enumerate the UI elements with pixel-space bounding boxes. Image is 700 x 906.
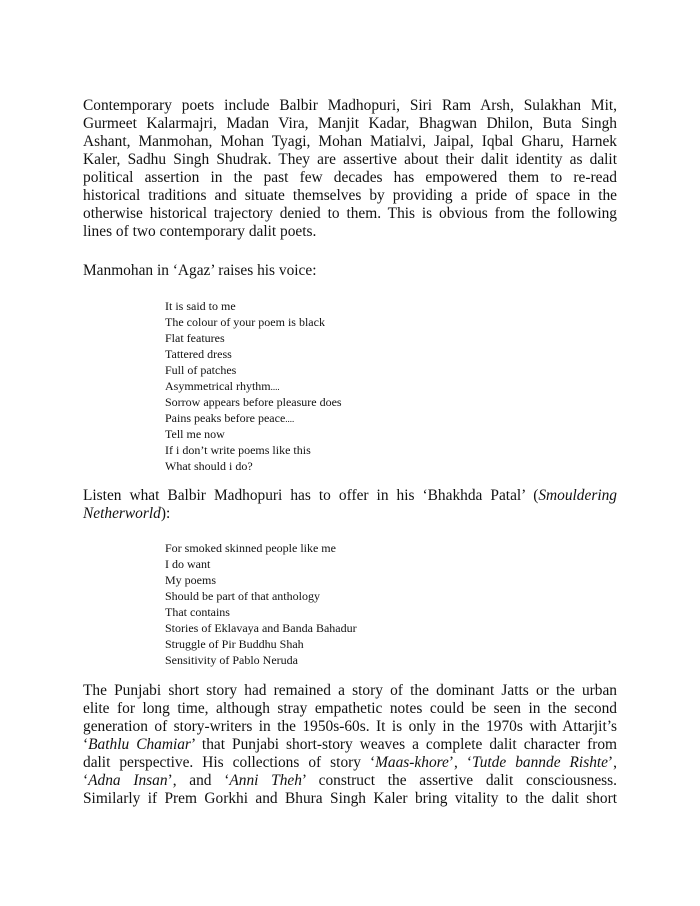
quote-mark: ‘	[83, 736, 89, 753]
text-line: Gurmeet Kalarmajri, Madan Vira, Manjit Kadar, Bhagwan Dhilon, Buta Singh	[83, 115, 617, 132]
poem-line: If i don’t write poems like this	[165, 443, 311, 457]
line-text: ‘	[83, 772, 89, 789]
text-line	[83, 736, 617, 754]
poem-line: Full of patches	[165, 363, 237, 377]
poem-line: My poems	[165, 573, 216, 587]
poem-line: Sensitivity of Pablo Neruda	[165, 653, 298, 667]
line-text: ’, and ‘	[167, 772, 230, 789]
text-line: generation of story-writers in the 1950s-60s. It is only in the 1970s with Attarjit’s	[83, 718, 617, 735]
collection-title: Anni Theh	[229, 772, 302, 789]
poem-line-text: Pains peaks before peace	[165, 411, 286, 425]
poem-line: For smoked skinned people like me	[165, 541, 336, 555]
poem-line	[165, 378, 525, 394]
text-line: otherwise historical trajectory denied to them. This is obvious from the following	[83, 205, 617, 222]
text-line	[83, 772, 617, 790]
text-line: Contemporary poets include Balbir Madhopuri, Siri Ram Arsh, Sulakhan Mit,	[83, 97, 617, 114]
ellipsis: ....	[270, 382, 280, 392]
collection-title: Maas-khore	[375, 754, 449, 771]
poem-line: Tattered dress	[165, 347, 232, 361]
line-text: ’ construct the assertive dalit consciousness.	[301, 772, 617, 789]
poem-line: What should i do?	[165, 459, 253, 473]
collection-title: Adna Insan	[88, 772, 168, 789]
poem-line: Struggle of Pir Buddhu Shah	[165, 637, 304, 651]
poem-agaz	[165, 298, 525, 474]
story-title: Bathlu Chamiar	[88, 736, 191, 753]
poem-line: The colour of your poem is black	[165, 315, 325, 329]
poem-line: Sorrow appears before pleasure does	[165, 395, 342, 409]
poem-line: It is said to me	[165, 299, 236, 313]
text-line: political assertion in the past few decades has empowered them to re-read	[83, 169, 617, 186]
line-text: ’ that Punjabi short-story weaves a complete dalit character from	[190, 736, 617, 753]
line-text: ’,	[608, 754, 617, 771]
text-line: elite for long time, although stray empathetic notes could be seen in the second	[83, 700, 617, 717]
ellipsis: ....	[285, 414, 295, 424]
poem-line: Flat features	[165, 331, 225, 345]
text-line: historical traditions and situate themselves by providing a pride of space in the	[83, 187, 617, 204]
paragraph-contemporary-poets	[83, 97, 617, 241]
poem-intro-madhopuri	[83, 487, 617, 523]
text-line: Kaler, Sadhu Singh Shudrak. They are assertive about their dalit identity as dalit	[83, 151, 617, 168]
poem-line: That contains	[165, 605, 230, 619]
text-line: lines of two contemporary dalit poets.	[83, 223, 317, 240]
text-line: Similarly if Prem Gorkhi and Bhura Singh Kaler bring vitality to the dalit short	[83, 790, 617, 807]
text-line: The Punjabi short story had remained a story of the dominant Jatts or the urban	[83, 682, 617, 699]
title-translation: Netherworld	[83, 505, 161, 522]
poem-line: Tell me now	[165, 427, 225, 441]
title-translation: Smouldering	[538, 487, 617, 504]
poem-line-text: Asymmetrical rhythm	[165, 379, 271, 393]
line-text: ’, ‘	[448, 754, 472, 771]
poem-line: Should be part of that anthology	[165, 589, 320, 603]
poem-line: I do want	[165, 557, 211, 571]
poem-line	[165, 410, 525, 426]
intro-text: ):	[160, 505, 171, 522]
intro-text: Listen what Balbir Madhopuri has to offer in his ‘Bhakhda Patal’ (	[83, 487, 539, 504]
poem-bhakhda-patal	[165, 540, 525, 668]
poem-intro-manmohan: Manmohan in ‘Agaz’ raises his voice:	[83, 262, 317, 279]
collection-title: Tutde bannde Rishte	[472, 754, 608, 771]
text-line	[83, 487, 617, 505]
text-line	[83, 505, 617, 523]
text-line	[83, 754, 617, 772]
text-line: Ashant, Manmohan, Mohan Tyagi, Mohan Matialvi, Jaipal, Iqbal Gharu, Harnek	[83, 133, 617, 150]
line-text: dalit perspective. His collections of story ‘	[83, 754, 376, 771]
paragraph-short-story	[83, 682, 617, 808]
poem-line: Stories of Eklavaya and Banda Bahadur	[165, 621, 357, 635]
